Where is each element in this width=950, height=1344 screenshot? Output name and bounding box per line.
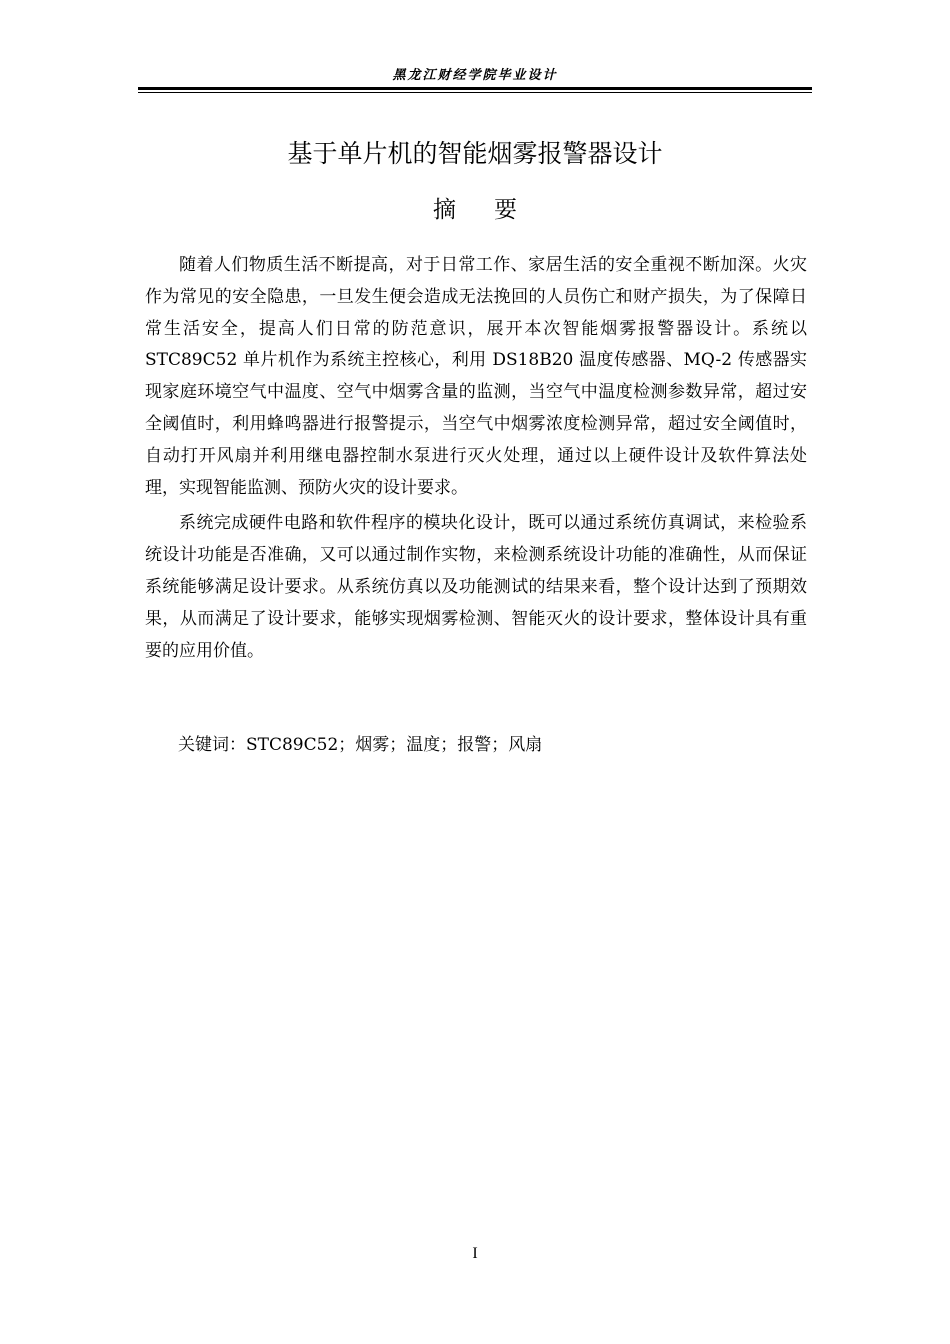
keywords-value: STC89C52；烟雾；温度；报警；风扇: [246, 735, 543, 755]
abstract-heading: 摘要: [433, 197, 555, 223]
header-institution: 黑龙江财经学院毕业设计: [392, 68, 558, 83]
page-header: [138, 66, 812, 92]
abstract-paragraph-2: 系统完成硬件电路和软件程序的模块化设计，既可以通过系统仿真调试，来检验系统设计功能是否准确，又可以通过制作实物，来检测系统设计功能的准确性，从而保证系统能够满足设计要求。从系统仿真以及功能测试的结果来看，整个设计达到了预期效果，从而满足了设计要求，能够实现烟雾检测、智能灭火的设计要求，整体设计具有重要的应用价值。: [145, 513, 807, 661]
abstract-body: [145, 250, 807, 667]
page-number: I: [472, 1245, 478, 1262]
document-title: 基于单片机的智能烟雾报警器设计: [287, 139, 663, 168]
keywords-line: [178, 730, 808, 760]
abstract-paragraph-1: 随着人们物质生活不断提高，对于日常工作、家居生活的安全重视不断加深。火灾作为常见的安全隐患，一旦发生便会造成无法挽回的人员伤亡和财产损失，为了保障日常生活安全，提高人们日常的防范意识，展开本次智能烟雾报警器设计。系统以 STC89C52 单片机作为系统主控核心，利用 DS18B20 温度传感器、MQ-2 传感器实现家庭环境空气中温度、空气中烟雾含量的监测，当空气中温度检测参数异常，超过安全阈值时，利用蜂鸣器进行报警提示，当空气中烟雾浓度检测异常，超过安全阈值时，自动打开风扇并利用继电器控制水泵进行灭火处理，通过以上硬件设计及软件算法处理，实现智能监测、预防火灾的设计要求。: [145, 255, 807, 498]
keywords-label: 关键词：: [178, 735, 246, 755]
header-rule-thin: [138, 92, 812, 93]
header-rule-thick: [138, 87, 812, 90]
